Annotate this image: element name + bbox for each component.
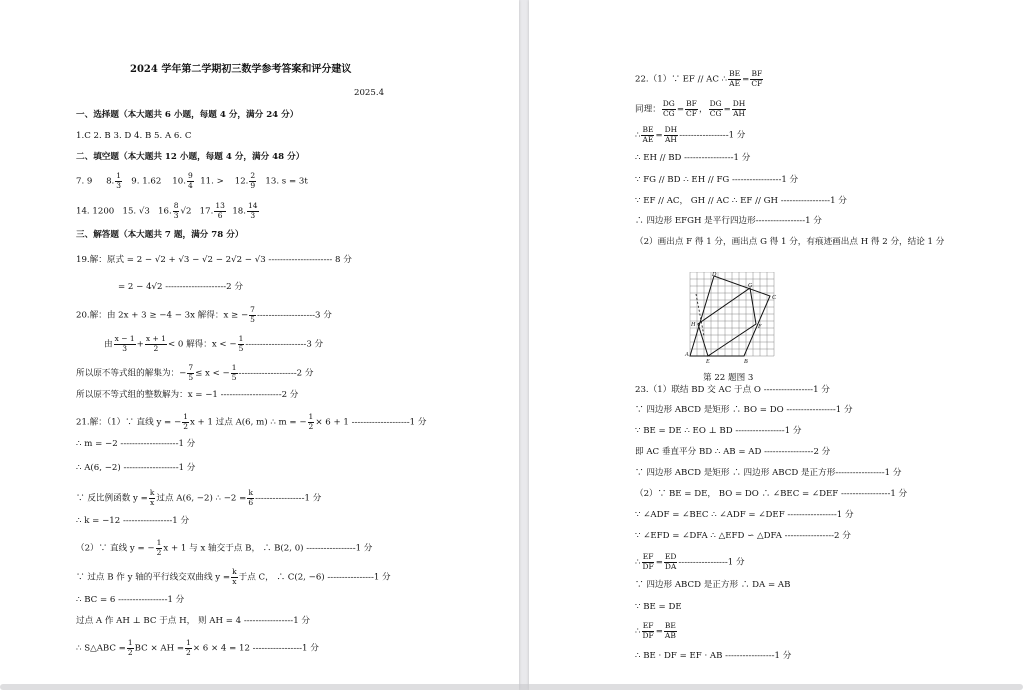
section-2-header: 二、填空题（本大题共 12 小题，每题 4 分，满分 48 分） [76,152,305,162]
q22-line-2: 同理： $\frac{DG}{CG}$ = $\frac{BF}{CF}$ ， $\frac{DG}{CG}$ = $\frac{DH}{AH}$ [635,99,746,118]
section-3-header: 三、解答题（本大题共 7 题，满分 78 分） [76,230,244,240]
q22-line-8: （2）画出点 F 得 1 分，画出点 G 得 1 分，有痕迹画出点 H 得 2 分，结论 1 分 [635,237,945,247]
label-c: C [772,295,777,301]
q23-line-13: ∴ BE · DF = EF · AB -----------------1 分 [635,651,792,661]
q23-line-8: ∵ ∠EFD = ∠DFA ∴ △EFD ∽ △DFA -----------------2 分 [635,531,851,541]
horizontal-scrollbar[interactable] [0,684,1023,690]
q20-line-1: 20.解：由 2x + 3 ≥ −4 − 3x 解得：x ≥ − $\frac{7}{5}$ --------------------3 分 [76,305,332,324]
q22-line-6: ∵ EF // AC， GH // AC ∴ EF // GH -----------------1 分 [635,196,847,206]
label-e: E [706,359,710,365]
q22-line-4: ∴ EH // BD -----------------1 分 [635,153,751,163]
q21-line-4: ∵ 反比例函数 y = $\frac{k}{x}$ 过点 A(6, −2) ∴ −2 = $\frac{k}{6}$ -----------------1 分 [76,488,322,507]
document-date: 2025.4 [354,88,385,98]
q23-line-5: ∵ 四边形 ABCD 是矩形 ∴ 四边形 ABCD 是正方形-----------------1 分 [635,468,902,478]
section-1-answers: 1.C 2. B 3. D 4. B 5. A 6. C [76,131,192,141]
q23-line-2: ∵ 四边形 ABCD 是矩形 ∴ BO = DO -----------------1 分 [635,405,853,415]
q21-line-3: ∴ A(6, −2) -------------------1 分 [76,463,196,473]
quadrilateral-abcd [690,276,770,356]
label-h: H [691,322,696,328]
q20-line-2: 由 $\frac{x - 1}{3}$ + $\frac{x + 1}{2}$ < 0 解得：x < − $\frac{1}{5}$ ---------------------3 分 [104,334,324,353]
answer-sheet-page-right [529,0,1023,690]
q22-line-3: ∴ $\frac{BE}{AE}$ = $\frac{DH}{AH}$ -----------------1 分 [635,125,746,144]
section-1-header: 一、选择题（本大题共 6 小题，每题 4 分，满分 24 分） [76,110,299,120]
q20-line-3: 所以原不等式组的解集为：− $\frac{7}{5}$ ≤ x < − $\frac{1}{5}$ --------------------2 分 [76,363,314,382]
q23-line-11: ∵ BE = DE [635,602,682,612]
q22-line-7: ∴ 四边形 EFGH 是平行四边形-----------------1 分 [635,216,822,226]
q23-line-12: ∴ $\frac{EF}{DF}$ = $\frac{BE}{AB}$ [635,621,676,640]
q20-line-4: 所以原不等式组的整数解为：x = −1 ---------------------2 分 [76,390,299,400]
figure-22-svg [684,272,780,368]
q23-line-4: 即 AC 垂直平分 BD ∴ AB = AD -----------------2 分 [635,447,831,457]
label-f: F [758,324,762,330]
figure-22-caption: 第 22 题图 3 [703,373,754,383]
q19-line-1: 19.解：原式 = 2 − √2 + √3 − √2 − 2√2 − √3 ---------------------- 8 分 [76,255,352,265]
q21-line-6: （2）∵ 直线 y = − $\frac{1}{2}$ x + 1 与 x 轴交于点 B， ∴ B(2, 0) -----------------1 分 [76,538,373,557]
q23-line-3: ∵ BE = DE ∴ EO ⊥ BD -----------------1 分 [635,426,802,436]
q21-line-7: ∵ 过点 B 作 y 轴的平行线交双曲线 y = $\frac{k}{x}$ 于点 C， ∴ C(2, −6) ----------------1 分 [76,567,391,586]
figure-22-grid [684,272,780,368]
q21-line-2: ∴ m = −2 --------------------1 分 [76,439,196,449]
label-d: D [712,272,717,278]
q23-line-1: 23.（1）联结 BD 交 AC 于点 O -----------------1 分 [635,385,830,395]
q23-line-6: （2）∵ BE = DE， BO = DO ∴ ∠BEC = ∠DEF -----------------1 分 [635,489,908,499]
q21-line-10: ∴ S△ABC = $\frac{1}{2}$ BC × AH = $\frac{1}{2}$ × 6 × 4 = 12 -----------------1 分 [76,638,319,657]
fill-answers-row-2: 14. 1200 15. √3 16. $\frac{8}{3}$ √2 17. $\frac{13}{6}$ 18. $\frac{14}{3}$ [76,201,258,220]
q23-line-10: ∵ 四边形 ABCD 是正方形 ∴ DA = AB [635,580,791,590]
q23-line-9: ∴ $\frac{EF}{DF}$ = $\frac{ED}{DA}$ -----------------1 分 [635,552,745,571]
fill-answers-row-1: 7. 9 8. $\frac{1}{3}$ 9. 1.62 10. $\frac{9}{4}$ 11. > 12. $\frac{2}{9}$ 13. s = 3t [76,171,308,190]
q21-line-9: 过点 A 作 AH ⊥ BC 于点 H， 则 AH = 4 -----------------1 分 [76,616,310,626]
label-b: B [744,359,748,365]
label-g: G [748,283,753,289]
q23-line-7: ∵ ∠ADF = ∠BEC ∴ ∠ADF = ∠DEF -----------------1 分 [635,510,854,520]
q19-line-2: = 2 − 4√2 ---------------------2 分 [118,282,243,292]
label-a: A [685,352,689,358]
q21-line-1: 21.解：（1）∵ 直线 y = − $\frac{1}{2}$ x + 1 过点 A(6, m) ∴ m = − $\frac{1}{2}$ × 6 + 1 --------------------1 分 [76,412,427,431]
q21-line-5: ∴ k = −12 -----------------1 分 [76,516,190,526]
q21-line-8: ∴ BC = 6 -----------------1 分 [76,595,185,605]
q22-line-1: 22.（1）∵ EF // AC ∴ $\frac{BE}{AE}$ = $\frac{BF}{CF}$ [635,69,763,88]
parallelogram-efgh [698,288,756,356]
q22-line-5: ∵ FG // BD ∴ EH // FG -----------------1 分 [635,175,799,185]
document-title: 2024 学年第二学期初三数学参考答案和评分建议 [130,64,352,75]
